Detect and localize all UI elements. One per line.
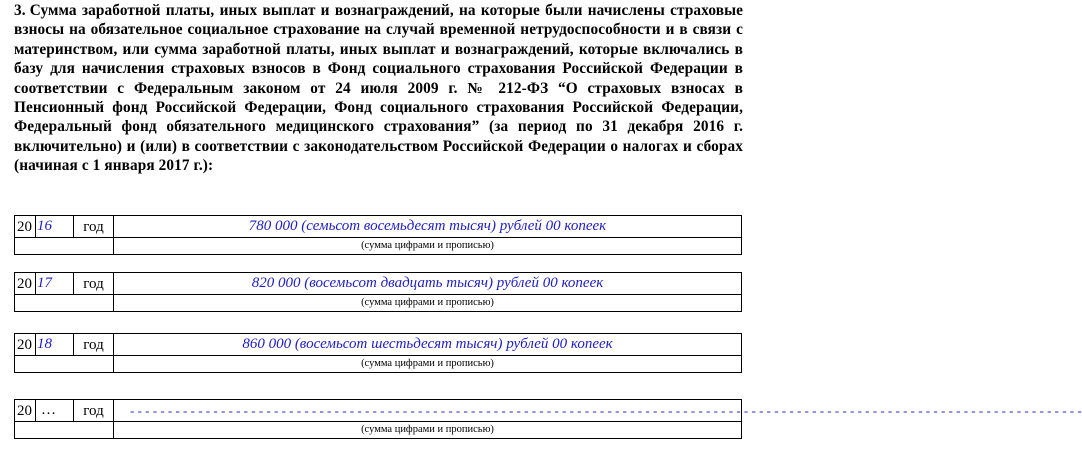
row-left-border <box>14 421 114 439</box>
year-prefix: 20 <box>17 219 32 235</box>
section-number: 3. <box>14 2 26 19</box>
amount-caption-cell <box>113 294 742 312</box>
year-suffix-value: 17 <box>37 275 52 291</box>
amount-caption: (сумма цифрами и прописью) <box>361 297 494 308</box>
year-label-cell <box>73 272 114 295</box>
year-prefix-cell <box>14 215 36 238</box>
year-prefix-cell <box>14 272 36 295</box>
year-row-2 <box>14 272 742 312</box>
year-prefix-cell <box>14 399 36 422</box>
year-label: год <box>83 403 104 419</box>
amount-caption-cell <box>113 237 742 255</box>
year-suffix-value: 18 <box>37 336 52 352</box>
year-label: год <box>83 219 104 235</box>
row-left-border <box>14 294 114 312</box>
amount-caption: (сумма цифрами и прописью) <box>361 240 494 251</box>
amount-caption-cell <box>113 421 742 439</box>
amount-caption: (сумма цифрами и прописью) <box>361 358 494 369</box>
year-suffix-value: 16 <box>37 218 52 234</box>
year-suffix-field[interactable] <box>35 333 74 356</box>
year-suffix-value: … <box>41 402 56 418</box>
year-label-cell <box>73 399 114 422</box>
dashed-placeholder-line: - - - - - - - - - - - - - - - - - - - - - - - - - - - - - - - - - - - - - - - - - - - - - - - - - - - - - - - - - - - - - - - - - - - - - - - - - - - - - - - - - - - - - - - - - - - - - - - - - - - - - - - - - - - - - - - - - - - - - - - - - - - - - - <box>130 403 1082 418</box>
amount-caption: (сумма цифрами и прописью) <box>361 424 494 435</box>
year-prefix: 20 <box>17 276 32 292</box>
year-prefix-cell <box>14 333 36 356</box>
year-label: год <box>83 276 104 292</box>
year-row-3 <box>14 333 742 373</box>
amount-field[interactable] <box>113 215 742 238</box>
amount-field[interactable] <box>113 272 742 295</box>
year-label: год <box>83 337 104 353</box>
row-left-border <box>14 237 114 255</box>
amount-field-empty[interactable] <box>113 399 1082 422</box>
year-row-1 <box>14 215 742 255</box>
year-row-4 <box>14 399 1082 439</box>
amount-value: 780 000 (семьсот восемьдесят тысяч) рублей 00 копеек <box>248 218 607 234</box>
year-prefix: 20 <box>17 403 32 419</box>
year-prefix: 20 <box>17 337 32 353</box>
row-left-border <box>14 355 114 373</box>
amount-field[interactable] <box>113 333 742 356</box>
amount-caption-cell <box>113 355 742 373</box>
year-suffix-field[interactable] <box>35 272 74 295</box>
section-text: Сумма заработной платы, иных выплат и вознаграждений, на которые были начислены страховые взносы на обязательное социальное страхование на случай временной нетрудоспособности и в связи с материнством, или сумма заработной платы, иных выплат и вознаграждений, которые включались в базу для начисления страховых взносов в Фонд социального страхования Российской Федерации в соответствии с Федеральным законом от 24 июля 2009 г. № 212-ФЗ “О страховых взносах в Пенсионный фонд Российской Федерации, Фонд социального страхования Российской Федерации, Федеральный фонд обязательного медицинского страхования” (за период по 31 декабря 2016 г. включительно) и (или) в соответствии с законодательством Российской Федерации о налогах и сборах (начиная с 1 января 2017 г.): <box>14 2 743 175</box>
amount-value: 860 000 (восемьсот шестьдесят тысяч) рублей 00 копеек <box>242 336 613 352</box>
year-suffix-field[interactable] <box>35 399 74 422</box>
amount-value: 820 000 (восемьсот двадцать тысяч) рублей 00 копеек <box>251 275 604 291</box>
year-suffix-field[interactable] <box>35 215 74 238</box>
year-label-cell <box>73 215 114 238</box>
year-label-cell <box>73 333 114 356</box>
section-3-paragraph <box>14 1 743 176</box>
